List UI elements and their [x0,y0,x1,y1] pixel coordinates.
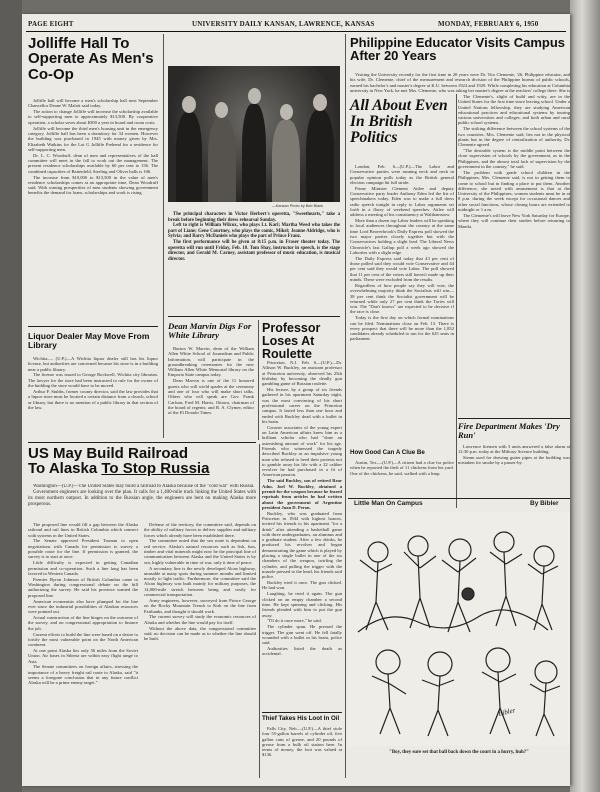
railroad-paragraph: Without the above data, the congressional committee said, no decision can be made as to whether the line should be built. [144,625,256,642]
british-headline: All About Even In British Politics [350,97,448,146]
railroad-paragraph: The committee noted that the sea route is dependent on rail service. Alaska's natural resources such as fish, furs, timber and vital minerals might now be the principal line of communication between Alaska and the United States is by sea, highly vulnerable in time of war, only it time of peace. [144,538,256,565]
page-edge-right [570,0,600,792]
railroad-paragraph: The Senate committees on foreign affairs, stressing the importance of a heavy freight rail route to Alaska, said "it seems a foregone conclusion that in any future conflict Alaska will be a prime enemy target." [28,664,138,686]
jolliffe-paragraph: Jolliffe will become the third men's housing unit in the emergency category. Jolliffe hall has been a dormitory for 34 women. However the building was purchased in 1945 with money given by Mrs. Elizabeth Watkins for the Lot G Jolliffe Prebend for a residence for self-supporting men. [28,125,158,152]
liquor-paragraph: The license was issued to George Rockwell, Wichita city librarian. The lawyer for the store had been instructed to rule for the owner of the building the store would have to be moved. [28,372,158,389]
railroad-headline-line1: US May Build Railroad [28,445,189,462]
cartoon-drawing [348,512,570,746]
railroad-headline [28,446,256,477]
folio-date: MONDAY, FEBRUARY 6, 1950 [438,20,539,28]
liquor-paragraph: Arthur F. Stubbs, former county director, said the law provides that a liquor store must be located a certain distance from a church, school or library, but there is no mention of a public library in that section of the law. [28,388,158,410]
british-paragraph: The Daily Express said today that 43 per cent of those polled said they would vote Conservative and 44 per cent said they would vote Labor. The poll showed that 11 per cent of the voters still haven't made up their minds. These were excluded from the results. [350,255,454,283]
railroad-paragraph: The current survey will study the economic resources of Alaska and whether the line would pay for itself. [144,614,256,625]
column-divider [258,320,259,440]
railroad-paragraph: Defense of the territory, the committee said, depends on the ability of military forces to deliver supplies and military forces which already have been established there. [144,522,256,538]
railroad-headline-line2: To Alaska [28,460,98,478]
railroad-paragraph: Actual construction of the line hinges on the outcome of the survey, and on congressional appropriation to finance the job. [28,615,138,631]
fire-paragraph: Steam used for drawing gutter pipes at the building was mistaken for smoke by a passer-by. [458,455,570,466]
railroad-col-1 [28,522,138,774]
roulette-paragraph: Buckley tried it once. The gun clicked. He had won. [262,580,342,591]
philippine-paragraph: The Clemente's, slight of build and witty, are in the United States for the first time since leaving school. Under a United Nations fellowship, they are studying American educational practices and educational systems by touring various universities and colleges, and both urban and rural public school systems. [458,94,570,126]
dean-article [168,346,254,438]
dean-paragraph: Burton W. Marvin, dean of the William Allen White School of Journalism and Public Information, will participate in the groundbreaking ceremonies for the new William Allen White Memorial library on the Emporia State campus today. [168,346,254,378]
british-paragraph: Today is the first day on which formal nominations can be filed. Nominations close on Feb. 13. There is every prospect that there will be more than the 1,852 candidates already scheduled to run for the 625 seats in parliament. [350,315,454,342]
cartoon-byline: By Bibler [530,500,559,507]
railroad-paragraph: Little difficulty is expected in getting Canadian permission and co-operation. Such a line long has been favored in Western Canada. [28,560,138,576]
clue-paragraph: Austin, Tex.—(U.P.)—A citizen had a clue for police when he reported the theft of 11 chickens from his yard. One of the chickens, he said, walked with a limp. [350,460,454,476]
cartoon-illustration [348,512,570,746]
jolliffe-paragraph: The increase from $10,000 to $13,500 in the value of men's residence scholarships comes at an appropriate time, Dean Woodruff said. With waning prosperities of men students showing government benefits the demand for loans, scholarships and work is rising. [28,174,158,196]
philippine-paragraph: Visiting the University recently for the first time in 20 years were Dr. Tito Clemente, '26, Philippine educator, and his wife, Dr. Clemente, chief of the measurement and research division of the Philippine bureau of public schools, earned his bachelor's and master's degree at K.U. between 1924 and 1929. While completing his education at Columbia university in New York, he met Mrs. Clemente, who was taking her master's degree at the teachers' college there. She is [350,72,570,93]
philippine-paragraph: The striking difference between the school systems of the two countries, Mrs. Clemente said, lies not in the physical plants but in the degree of centralization of authority, Dr. Clemente agreed. [458,126,570,148]
liquor-article [28,356,158,436]
roulette-paragraph: His lecture, by a group of six friends gathered in his apartment Saturday night, was the most convincing of his short professional career on the Princeton campus. It lasted less than one hour and ended with Buckley dead with a bullet in his brain. [262,387,342,424]
photo-caption [168,212,340,262]
jolliffe-headline: Jolliffe Hall To Operate As Men's Co-Op [28,35,154,83]
railroad-paragraph: The proposed line would fill a gap between the Alaska railroad and rail lines in British Columbia which connect with systems in the United States. [28,522,138,538]
british-paragraph: London, Feb. 6—(U.P.)—The Labor and Conservative parties were running neck and neck in popular opinion polls today as the British general election campaign hit full stride. [350,164,454,185]
clue-headline: How Good Can A Clue Be [350,449,425,456]
railroad-lead [28,484,256,508]
operetta-photo [168,66,340,202]
jolliffe-paragraph: The action to change Jolliffe will increase the scholarship available to self-supporting men to approximately $13,500. By cooperative operation, a scholar saves about $300 a year in board and room costs. [28,109,158,125]
roulette-paragraph: Princeton, N.J. Feb. 6—(U.P.)—Dr. Allison W. Buckley, an assistant professor at Princeton university, observed his 25th birthday by becoming the deadly gun gambling game of Russian roulette. [262,360,342,387]
roulette-paragraph: "I'll do it once more," he said. [267,618,322,624]
railroad-paragraph: A secondary line is the newly developed Alcan highway, unusable at many spots during summer months and limited mostly to light traffic. Furthermore, the committee said the Alcan highway was built mainly for military purposes, the 14,000-mile stretch between being and costly for commercial transportation. [144,565,256,598]
railroad-headline-line3: To Stop Russia [101,460,210,478]
folio-paper-name: UNIVERSITY DAILY KANSAN, LAWRENCE, KANSAS [192,20,375,28]
caption-schedule: The first performance will be given at 8:15 p.m. in Fraser theater today. The operetta will run until Friday, Feb. 10. Tom Shay, instructor in speech, is the stage director, and Gerald M. Carney, assistant professor of music education, is musical director. [168,239,340,262]
fire-paragraph: Lawrence firemen with 3 units answered a false alarm at 12:30 p.m. today at the Military Science building. [458,444,570,455]
thief-article [262,726,342,766]
caption-names: Left to right is William Wilcox, who plays Lt. Karl; Martha Weed who takes the part of Liane; Gene Courtney, who plays the comic, Mikel; Jeanne Aldridge, who is Sylvia; and Barry McDaniels who plays the part of Prince Franz. [168,223,340,240]
philippine-paragraph: "The desirable system is the middle point between the close supervision of schools by the government, as in the Philippines, and the almost total lack of supervision by the government in the country," he said. [458,148,570,170]
page-edge-left [0,0,22,792]
railroad-paragraph: At one point Alaska lies only 56 miles from the Soviet Union. Air bases in Siberia are within easy flight range to Asia. [28,647,138,664]
roulette-paragraph: The said Buckley, son of retired Rear Adm. Joel W. Buckley, obtained a permit for the weapon because he feared reprisals from articles he had written about the government of Argentine president Juan D. Peron. [262,478,342,510]
british-article [350,164,454,444]
fire-headline: Fire Department Makes 'Dry Run' [458,421,560,440]
column-divider [259,444,260,778]
roulette-paragraph: The cylinder spun. He pressed the trigger. The gun went off. He fell fatally wounded with a bullet in his brain, police said. [262,624,342,646]
section-rule [168,316,340,317]
cartoon-caption: "Boy, they sure set that ball back down the court in a hurry, huh?" [389,750,529,755]
column-rule [28,326,158,327]
jolliffe-paragraph: Jolliffe hall will become a men's scholarship hall next September Chancellor Deane W. Malott said today. [28,98,158,109]
fire-article [458,444,570,506]
roulette-paragraph: Laughing, he tried it again. The gun clicked on an empty chamber a second time. He kept spinning and clicking. His friends pleaded with him to put the gun away. [262,591,342,618]
british-paragraph: Prime Minister Clement Attlee and deputy Conservative party leader Anthony Eden led the list of speechmakers today. Eden was to make a full dress radio speech tonight in reply to Labor arguments set forth in a flurry of weekend speeches. Attlee will address a meeting of his constituency at Walthamstow. [350,185,454,218]
newspaper-page [22,14,570,786]
photo-credit: —Kansan Photo by Bob Blank [272,204,324,208]
section-rule [348,498,570,499]
railroad-paragraph: Premier Byron Johnson of British Columbia came to Washington during congressional debate on the bill authorizing the survey. He said his province wanted the proposed line. [28,576,138,598]
railroad-paragraph: American economists also have plumped for the line ever since the industrial possibilities of Alaskan resources were pointed out. [28,598,138,615]
british-paragraph: Regardless of how people say they will vote, the overwhelming majority think the Socialists will win—38 per cent think the Socialist government will be returned while only 27 per cent think the Tories will win. The "Don't knows" are expected to be decisive if the race is close. [350,282,454,315]
roulette-headline: Professor Loses At Roulette [262,321,321,361]
section-rule [458,418,570,419]
folio-page-number: PAGE EIGHT [28,20,74,28]
roulette-article [262,360,342,708]
dean-headline: Dean Marvin Digs For White Library [168,321,252,340]
liquor-headline: Liquor Dealer May Move From Library [28,331,150,350]
caption-lead: The principal characters in Victor Herbert's operetta, "Sweethearts," take a break before beginning their dress rehearsal Sunday. [168,212,340,223]
british-paragraph: More than a dozen top Labor leaders will be speaking to local audiences throughout the country at the same time Lord Beaverbrook's Daily Express poll showed the two major parties closely together but with the Conservatives holding a slight lead. The Liberal News Chronicle's last Gallup poll a week ago showed the Laborites with a slight edge. [350,218,454,255]
roulette-paragraph: Authorities listed the death as accidental. [262,646,342,657]
roulette-paragraph: Buckley, who was graduated from Princeton in 1944 with highest honors, invited his friends to his apartment "for a drink" after attending a basketball game with three undergraduates, an alumnus and a graduate student. After a few drinks, he produced his revolver and began demonstrating the game which is played by placing a single bullet in one of the six chambers of the weapon, twirling the cylinder, and pulling the trigger with the muzzle pressed to the head, his friends said police. [262,510,342,580]
railroad-paragraph: Army engineers, however, surveyed from Prince George on the Rocky Mountain Trench to Kirk on the line from Fairbanks, and thought it should work. [144,597,256,614]
railroad-paragraph: Government engineers are looking over the plan. It calls for a 1,400-mile track linking the United States with its most northern outpost. In addition to the Russian angle, the engineers are bent on making Alaska more prosperous. [28,490,256,507]
railroad-col-2 [144,522,256,774]
column-divider [345,34,346,778]
section-rule [262,712,342,713]
cartoon-signature: Bibler [497,706,517,718]
philippine-lead [350,72,570,94]
clue-article [350,460,454,500]
railroad-paragraph: Current efforts to build the line were based on a desire to fortify the most vulnerable point on the North American continent. [28,631,138,648]
cartoon-title: Little Man On Campus [354,500,423,507]
railroad-paragraph: The Senate approved President Truman to open negotiations with Canada for permission to survey a possible route for the line. If permission is granted, the survey is to start at once. [28,538,138,560]
philippine-paragraph: The Clemente's will leave New York Saturday for Europe, where they will continue their studies before returning to Manila. [458,212,570,229]
roulette-paragraph: Coroner associates of the young expert on Latin American affairs knew him as a brilliant scholar who had "done an astonishing amount of work" for his age. Friends who witnessed the tragedy described Buckley as an impulsive young man who refused to heed their protests not to gamble away his life with a 22 caliber revolver he had purchased in a fit of American passion. [262,424,342,478]
railroad-paragraph: Washington—(U.P.)—The United States may build a railroad to Alaska because of the "cold war" with Russia. [33,484,255,489]
philippine-headline: Philippine Educator Visits Campus After 20 Years [350,35,566,64]
jolliffe-paragraph: Dr. L. C. Woodruff, dean of men and representatives of the hall committee will meet in the fall to work out the management. The present residence scholarships available by 60 per cent to 156. The combined capacities of Battenfeld, Sterling and Oliver halls is 106. [28,152,158,174]
column-divider [456,94,457,508]
thief-headline: Thief Takes His Loot In Oil [262,715,340,722]
section-rule [28,442,256,443]
thief-paragraph: Falls City, Neb.—(U.P.)—A thief stole four 55-gallon barrels of cylinder oil, five gallon cans of grease, and 20 pounds of grease from a bulk oil station here. In terms of money, the loot was valued at $136. [262,726,342,758]
liquor-paragraph: Wichita.— (U.P.)—A Wichita liquor dealer still has his liquor license, but authorities are concerned because his store is in a building near a public library. [28,356,158,372]
philippine-col [458,94,570,312]
dean-paragraph: Dean Marvin is one of the 11 honored guests who will wield spades at the ceremony and one of four who will make short talks. Others who will speak are Gov. Frank Carlson; Fred M. Harris, Ottawa, chairman of the board of regents; and R. A. Clymer, editor of the El Dorado Times. [168,378,254,416]
philippine-paragraph: The problem with grade school children in the Philippines, Mrs. Clemente said, is not in getting them to come to school but in finding a place to put them. Another difference, she noted with amusement is that at the University of the Philippines, women students must be in at 8 p.m. during the week except for occasional dances and other social functions, whose closing hours are extended to midnight or 1 a.m. [458,169,570,213]
column-divider [163,34,164,438]
jolliffe-article [28,98,158,320]
folio-rule [26,31,566,32]
